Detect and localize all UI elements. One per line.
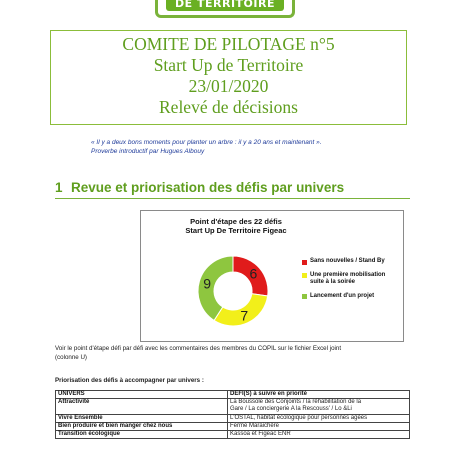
table-row — [56, 422, 410, 430]
legend-label: Lancement d'un projet — [310, 292, 375, 299]
defis-cell — [228, 431, 410, 439]
title-line-date: 23/01/2020 — [188, 76, 269, 96]
legend-swatch — [302, 260, 307, 265]
chart-panel — [140, 210, 404, 342]
univers-cell: Vivre Ensemble — [56, 414, 228, 422]
logo-text: DE TERRITOIRE — [166, 0, 284, 11]
header-defis: DEFI(S) à suivre en priorité — [228, 391, 410, 399]
legend-item — [302, 272, 402, 287]
section-title: Revue et priorisation des défis par univers — [71, 180, 345, 195]
title-line-project: Start Up de Territoire — [153, 55, 304, 75]
defi-line: La Boussole des Conjoints / la réhabilitation de la — [230, 399, 362, 406]
table-row — [56, 399, 410, 414]
legend-label: Sans nouvelles / Stand By — [310, 258, 385, 264]
defis-cell — [228, 422, 410, 430]
defis-cell — [228, 414, 410, 422]
legend-swatch — [302, 294, 307, 299]
legend-label: Une première mobilisation — [310, 271, 386, 278]
defi-line: L'OSTAL, habitat écologique pour personnes agées — [230, 414, 368, 421]
title-line-committee: COMITE DE PILOTAGE n°5 — [122, 34, 335, 54]
table-row — [56, 431, 410, 439]
defi-line: Ferme Maraichère — [230, 422, 280, 429]
univers-cell: Transition écologique — [56, 431, 228, 439]
legend-swatch — [302, 273, 307, 278]
legend-item — [302, 258, 402, 266]
defi-line: Kassoa et Figeac ENR — [230, 431, 291, 438]
defi-line: Gare / La conciergerie A la Rescouss' / Lo &Li — [230, 406, 352, 413]
table-header-row — [56, 391, 410, 399]
paragraph-line1: Voir le point d'étape défi par défi avec les commentaires des membres du COPIL sur le fichier Excel joint — [55, 345, 342, 352]
section-number: 1 — [55, 180, 63, 195]
chart-title-line1: Point d'étape des 22 défis — [190, 217, 282, 226]
slice-value-label: 6 — [249, 265, 258, 282]
legend-item — [302, 293, 402, 301]
legend-label: suite à la soirée — [310, 279, 356, 285]
chart-title-line2: Start Up De Territoire Figeac — [185, 226, 287, 235]
priorisation-label: Priorisation des défis à accompagner par univers : — [55, 377, 204, 384]
slice-value-label: 7 — [240, 307, 249, 324]
intro-paragraph — [55, 345, 355, 362]
univers-cell: Attractivité — [56, 399, 228, 414]
logo — [155, 0, 295, 18]
slice-value-label: 9 — [203, 275, 211, 292]
table-row — [56, 414, 410, 422]
title-line-document-type: Relevé de décisions — [159, 97, 298, 117]
quote-block — [91, 138, 391, 156]
priority-table — [55, 390, 410, 439]
defis-cell — [228, 399, 410, 414]
section-heading — [55, 180, 410, 199]
paragraph-line2: (colonne U) — [55, 353, 87, 361]
univers-cell: Bien produire et bien manger chez nous — [56, 422, 228, 430]
quote-attribution: Proverbe introductif par Hugues Albouy — [91, 148, 205, 155]
chart-legend — [302, 258, 402, 306]
quote-text: « Il y a deux bons moments pour planter un arbre : il y a 20 ans et maintenant ». — [91, 139, 322, 146]
header-univers: UNIVERS — [56, 391, 228, 399]
title-box — [50, 30, 407, 125]
